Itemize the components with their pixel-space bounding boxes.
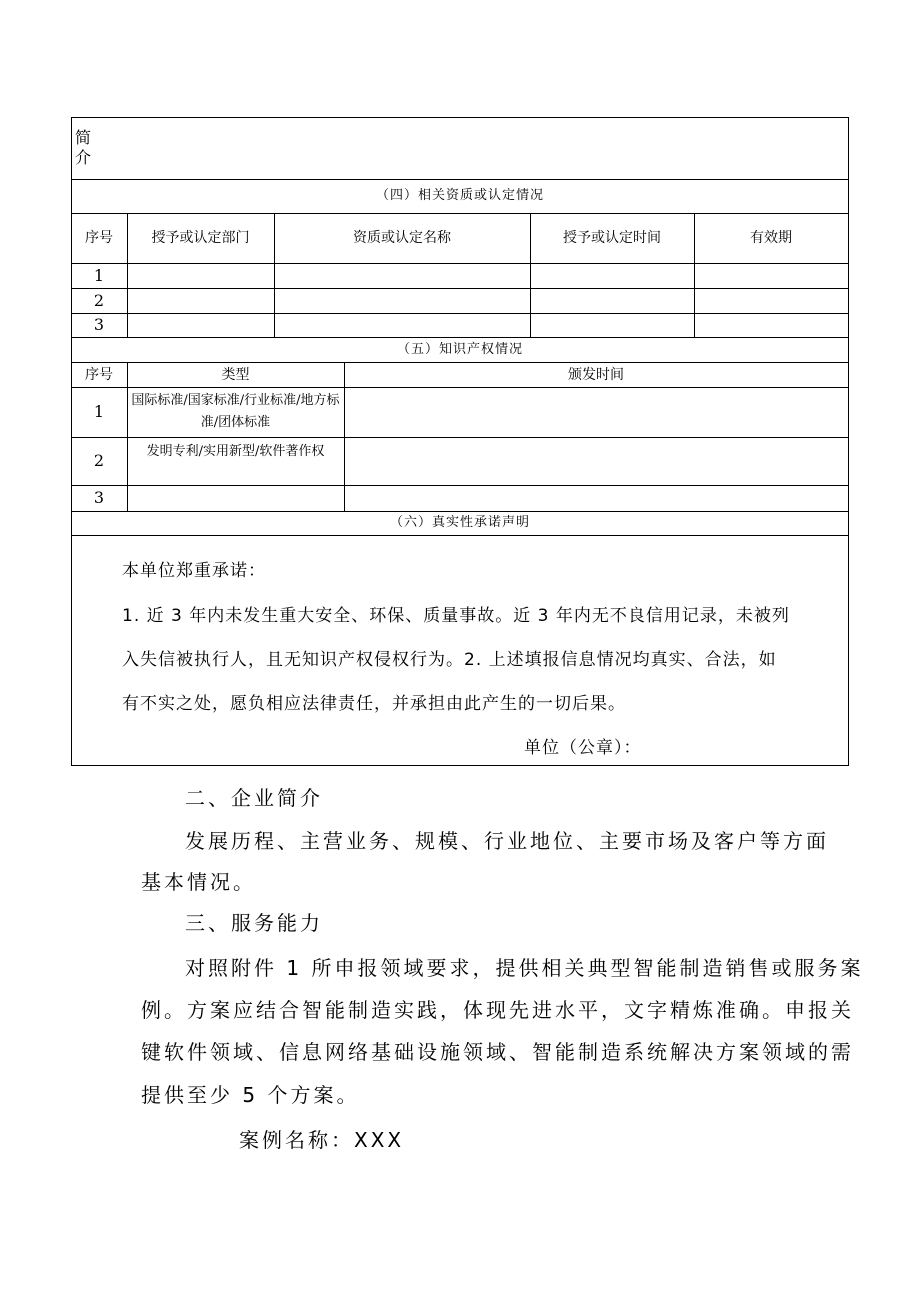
heading-company-intro: 二、企业简介 [185, 786, 323, 810]
paragraph-company-intro: 基本情况。 [141, 870, 256, 894]
s4-header-no: 序号 [85, 230, 113, 246]
s4-header-time: 授予或认定时间 [563, 230, 661, 246]
s4-header-dept: 授予或认定部门 [151, 230, 250, 246]
paragraph-company-intro: 发展历程、主营业务、规模、行业地位、主要市场及客户等方面 [185, 829, 829, 853]
pledge-line: 1. 近 3 年内未发生重大安全、环保、质量事故。近 3 年内无不良信用记录，未被列 [122, 606, 790, 626]
section6-title: （六）真实性承诺声明 [389, 515, 530, 530]
case-name: 案例名称：XXX [239, 1128, 405, 1152]
paragraph-service-capability: 对照附件 1 所申报领域要求，提供相关典型智能制造销售或服务案 [185, 956, 864, 980]
pledge-line: 有不实之处，愿负相应法律责任，并承担由此产生的一切后果。 [122, 694, 626, 714]
s5-row-type: 国际标准/国家标准/行业标准/地方标准/团体标准 [131, 393, 340, 430]
section4-title: （四）相关资质或认定情况 [375, 188, 544, 203]
s5-header-type: 类型 [221, 366, 250, 383]
intro-label: 简介 [75, 128, 92, 167]
seal-label: 单位（公章）： [524, 738, 642, 758]
s5-row-no: 3 [93, 488, 105, 507]
s5-header-no: 序号 [85, 366, 113, 383]
s4-header-name: 资质或认定名称 [353, 230, 451, 246]
s4-row-no: 3 [93, 315, 105, 334]
paragraph-service-capability: 键软件领域、信息网络基础设施领域、智能制造系统解决方案领域的需 [141, 1040, 854, 1064]
s5-row-no: 2 [93, 451, 105, 470]
s4-row-no: 2 [93, 290, 105, 310]
s4-header-validity: 有效期 [750, 230, 792, 246]
pledge-line: 入失信被执行人，且无知识产权侵权行为。2. 上述填报信息情况均真实、合法，如 [122, 650, 777, 670]
s5-row-no: 1 [93, 402, 105, 421]
paragraph-service-capability: 提供至少 5 个方案。 [141, 1083, 360, 1107]
paragraph-service-capability: 例。方案应结合智能制造实践，体现先进水平，文字精炼准确。申报关 [141, 998, 854, 1022]
s5-header-time: 颁发时间 [568, 366, 624, 383]
pledge-intro: 本单位郑重承诺： [122, 561, 266, 581]
section5-title: （五）知识产权情况 [396, 341, 523, 357]
s5-row-type [127, 485, 344, 511]
s4-row-no: 1 [93, 265, 105, 285]
heading-service-capability: 三、服务能力 [185, 911, 323, 935]
s5-row-type: 发明专利/实用新型/软件著作权 [146, 444, 325, 459]
